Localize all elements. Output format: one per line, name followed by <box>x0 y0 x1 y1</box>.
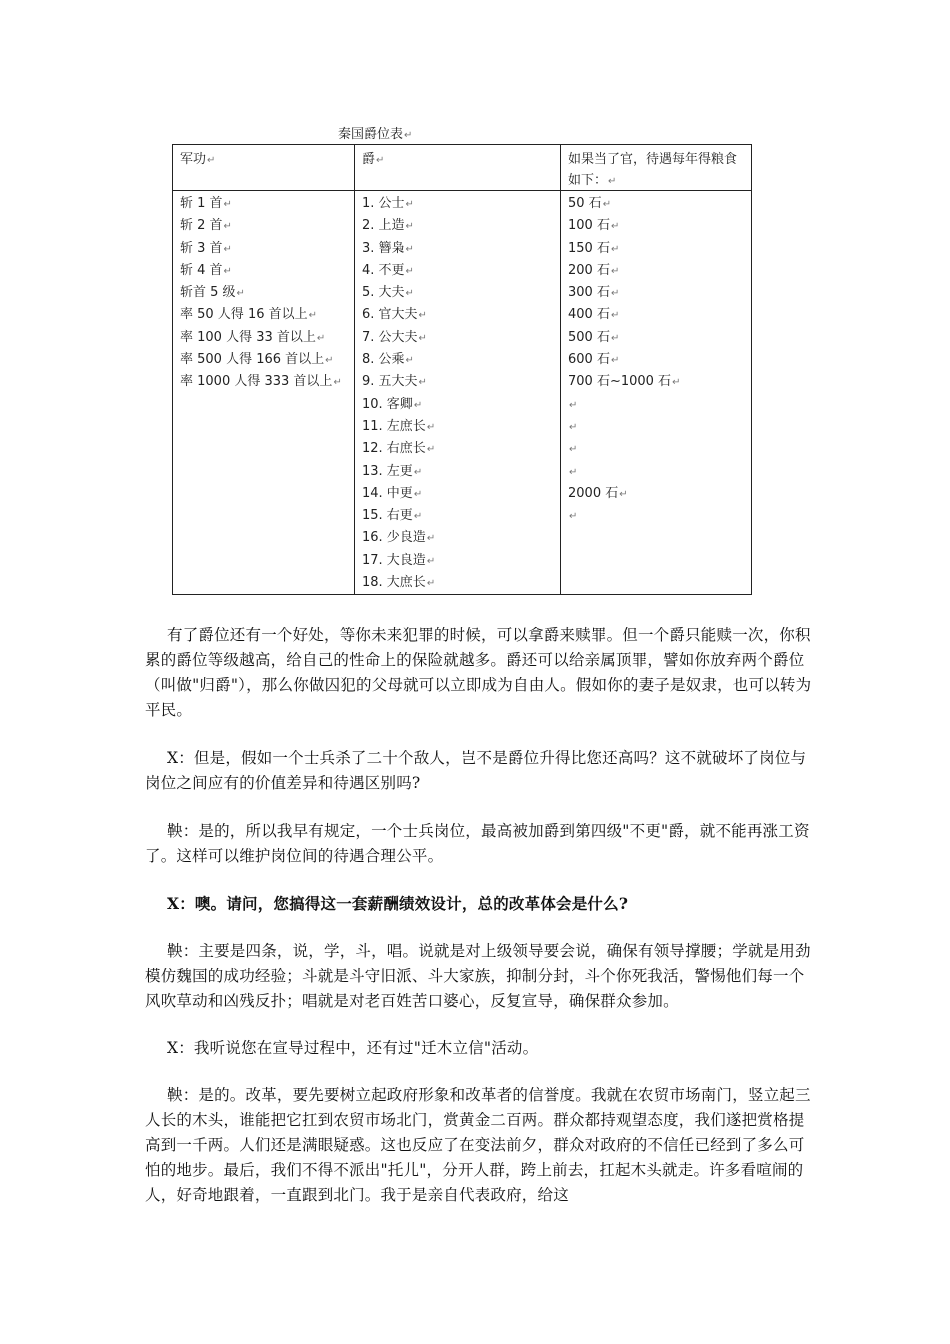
rank-row: 5. 大夫↵ <box>362 285 414 301</box>
merit-list <box>180 193 350 394</box>
paragraph-mark-icon: ↵ <box>236 288 245 300</box>
paragraph-mark-icon: ↵ <box>316 332 326 344</box>
paragraph-mark-icon: ↵ <box>413 511 423 523</box>
salary-row: 700 石~1000 石↵ <box>568 374 681 390</box>
paragraph-mark-icon: ↵ <box>418 377 427 389</box>
salary-row <box>568 438 748 460</box>
rank-row: 6. 官大夫↵ <box>362 307 427 323</box>
paragraph-answer-rank: 鞅：是的，所以我早有规定，一个士兵岗位，最高被加爵到第四级"不更"爵，就不能再涨工资了。这样可以维护岗位间的待遇合理公平。 <box>145 822 810 865</box>
paragraph-mark-icon: ↵ <box>405 288 414 300</box>
rank-row: 4. 不更↵ <box>362 262 414 278</box>
paragraph-mark-icon: ↵ <box>610 355 620 367</box>
paragraph-mark-icon: ↵ <box>333 377 342 389</box>
column-divider <box>354 145 355 594</box>
paragraph-mark-icon: ↵ <box>418 332 427 344</box>
merit-row: 斩 2 首↵ <box>180 218 232 234</box>
rank-list <box>362 193 552 594</box>
merit-row: 率 50 人得 16 首以上↵ <box>180 307 318 323</box>
salary-list <box>568 193 748 527</box>
paragraph-mark-icon: ↵ <box>426 578 436 590</box>
paragraph-mark-icon: ↵ <box>426 533 436 545</box>
paragraph-question-wood: X：我听说您在宣导过程中，还有过"迁木立信"活动。 <box>167 1039 539 1057</box>
paragraph-mark-icon: ↵ <box>223 199 232 210</box>
rank-row: 1. 公士↵ <box>362 196 414 211</box>
salary-row: 500 石↵ <box>568 329 620 345</box>
merit-row: 率 100 人得 33 首以上↵ <box>180 329 326 345</box>
paragraph-mark-icon: ↵ <box>569 421 578 433</box>
rank-row: 18. 大庶长↵ <box>362 575 436 591</box>
paragraph-mark-icon: ↵ <box>619 488 628 500</box>
paragraph-mark-icon: ↵ <box>413 399 423 411</box>
paragraph-redeem: 有了爵位还有一个好处，等你未来犯罪的时候，可以拿爵来赎罪。但一个爵只能赎一次，你积累的爵位等级越高，给自己的性命上的保险就越多。爵还可以给亲属顶罪，譬如你放弃两个爵位（叫做"归爵"），那么你做囚犯的父母就可以立即成为自由人。假如你的妻子是奴隶，也可以转为平民。 <box>145 626 812 719</box>
table-caption-text: 秦国爵位表 <box>338 127 404 142</box>
paragraph-mark-icon: ↵ <box>610 221 620 233</box>
paragraph-mark-icon: ↵ <box>405 199 414 210</box>
salary-row: 50 石↵ <box>568 196 612 211</box>
paragraph-mark-icon: ↵ <box>418 310 427 322</box>
paragraph-mark-icon: ↵ <box>426 444 436 456</box>
rank-row: 2. 上造↵ <box>362 218 414 234</box>
salary-row <box>568 461 748 483</box>
header-merit: 军功↵ <box>180 152 216 167</box>
paragraph-mark-icon: ↵ <box>602 199 612 210</box>
paragraph-mark-icon: ↵ <box>610 288 620 300</box>
paragraph-mark-icon: ↵ <box>569 511 578 523</box>
rank-row: 14. 中更↵ <box>362 485 423 501</box>
paragraph-question-rank: X：但是，假如一个士兵杀了二十个敌人，岂不是爵位升得比您还高吗？这不就破坏了岗位与岗位之间应有的价值差异和待遇区别吗? <box>145 749 807 792</box>
paragraph-mark-icon: ↵ <box>610 243 620 255</box>
paragraph-mark-icon: ↵ <box>405 265 414 277</box>
paragraph-mark-icon: ↵ <box>223 243 232 255</box>
header-salary: 如果当了官，待遇每年得粮食如下：↵ <box>568 152 738 188</box>
merit-row: 斩 3 首↵ <box>180 240 232 256</box>
paragraph-mark-icon: ↵ <box>223 265 232 277</box>
salary-row <box>568 416 748 438</box>
merit-row: 率 500 人得 166 首以上↵ <box>180 352 334 368</box>
rank-row: 11. 左庶长↵ <box>362 418 436 434</box>
rank-row: 3. 簪枭↵ <box>362 240 414 256</box>
paragraph-mark-icon: ↵ <box>413 466 423 478</box>
salary-row: 150 石↵ <box>568 240 620 256</box>
paragraph-mark-icon: ↵ <box>308 310 318 322</box>
paragraph-mark-icon: ↵ <box>426 555 436 567</box>
column-divider <box>560 145 561 594</box>
paragraph-mark-icon: ↵ <box>426 421 436 433</box>
paragraph-mark-icon: ↵ <box>413 488 423 500</box>
salary-row: 300 石↵ <box>568 285 620 301</box>
rank-row: 15. 右更↵ <box>362 508 423 524</box>
salary-row: 400 石↵ <box>568 307 620 323</box>
rank-row: 12. 右庶长↵ <box>362 441 436 457</box>
salary-row: 2000 石↵ <box>568 485 628 501</box>
merit-row: 斩首 5 级↵ <box>180 285 245 301</box>
paragraph-answer-wood: 鞅：是的。改革，要先要树立起政府形象和改革者的信誉度。我就在农贸市场南门，竖立起三人长的木头，谁能把它扛到农贸市场北门，赏黄金二百两。群众都持观望态度，我们遂把赏格提高到一千两。人们还是满眼疑惑。这也反应了在变法前夕，群众对政府的不信任已经到了多么可怕的地步。最后，我们不得不派出"托儿"，分开人群，跨上前去，扛起木头就走。许多看喧闹的人，好奇地跟着，一直跟到北门。我于是亲自代表政府，给这 <box>145 1086 811 1204</box>
rank-row: 7. 公大夫↵ <box>362 329 427 345</box>
salary-row: 200 石↵ <box>568 262 620 278</box>
paragraph-mark-icon: ↵ <box>610 310 620 322</box>
paragraph-mark-icon: ↵ <box>610 332 620 344</box>
rank-row: 16. 少良造↵ <box>362 530 436 546</box>
table-caption <box>338 123 412 142</box>
paragraph-mark-icon: ↵ <box>610 265 620 277</box>
rank-row: 8. 公乘↵ <box>362 352 414 368</box>
paragraph-question-reform: X：噢。请问，您搞得这一套薪酬绩效设计，总的改革体会是什么? <box>167 894 629 913</box>
paragraph-mark-icon: ↵ <box>405 355 414 367</box>
paragraph-mark-icon: ↵ <box>325 355 334 367</box>
merit-row: 率 1000 人得 333 首以上↵ <box>180 374 342 390</box>
paragraph-mark-icon: ↵ <box>405 221 414 233</box>
salary-row <box>568 505 748 527</box>
salary-row: 100 石↵ <box>568 218 620 234</box>
paragraph-answer-reform: 鞅：主要是四条，说，学，斗，唱。说就是对上级领导要会说，确保有领导撑腰；学就是用劲模仿魏国的成功经验；斗就是斗守旧派、斗大家族，抑制分封，斗个你死我活，警惕他们每一个风吹草动和凶残反扑；唱就是对老百姓苦口婆心，反复宣导，确保群众参加。 <box>145 942 811 1010</box>
paragraph-mark-icon: ↵ <box>569 466 578 478</box>
rank-row: 10. 客卿↵ <box>362 396 423 412</box>
header-rank: 爵↵ <box>362 152 385 167</box>
salary-row: 600 石↵ <box>568 352 620 368</box>
rank-row: 13. 左更↵ <box>362 463 423 479</box>
paragraph-mark-icon: ↵ <box>569 444 578 456</box>
paragraph-mark-icon: ↵ <box>223 221 232 233</box>
rank-row: 17. 大良造↵ <box>362 552 436 568</box>
rank-row: 9. 五大夫↵ <box>362 374 427 390</box>
paragraph-mark-icon: ↵ <box>405 243 414 255</box>
paragraph-mark-icon: ↵ <box>569 399 578 411</box>
paragraph-mark-icon: ↵ <box>404 130 413 141</box>
rank-table <box>172 144 752 595</box>
salary-row <box>568 394 748 416</box>
paragraph-mark-icon: ↵ <box>672 377 681 389</box>
merit-row: 斩 1 首↵ <box>180 196 232 211</box>
merit-row: 斩 4 首↵ <box>180 262 232 278</box>
